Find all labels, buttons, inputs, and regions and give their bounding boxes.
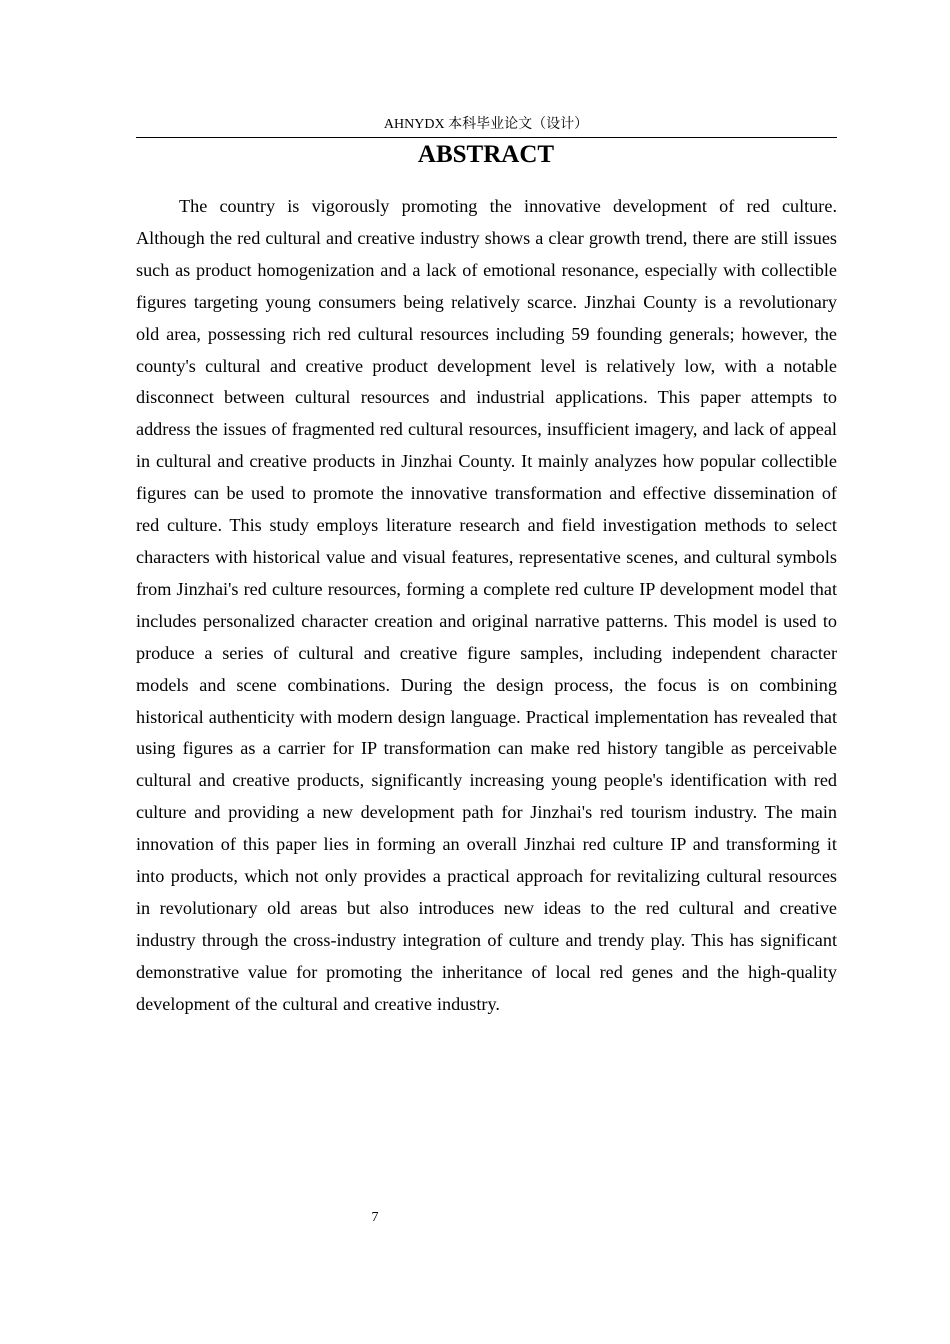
abstract-title: ABSTRACT — [417, 141, 555, 168]
header-divider — [136, 137, 837, 138]
abstract-body: The country is vigorously promoting the innovative development of red culture. Although the red cultural and creative industry shows a clear growth trend, there are still issues such as product homogenization and a lack of emotional resonance, especially with collectible figures targeting young consumers being relatively scarce. Jinzhai County is a revolutionary old area, possessing rich red cultural resources including 59 founding generals; however, the county's cultural and creative product development level is relatively low, with a notable disconnect between cultural resources and industrial applications. This paper attempts to address the issues of fragmented red cultural resources, insufficient imagery, and lack of appeal in cultural and creative products in Jinzhai County. It mainly analyzes how popular collectible figures can be used to promote the innovative transformation and effective dissemination of red culture. This study employs literature research and field investigation methods to select characters with historical value and visual features, representative scenes, and cultural symbols from Jinzhai's red culture resources, forming a complete red culture IP development model that includes personalized character creation and original narrative patterns. This model is used to produce a series of cultural and creative figure samples, including independent character models and scene combinations. During the design process, the focus is on combining historical authenticity with modern design language. Practical implementation has revealed that using figures as a carrier for IP transformation can make red history tangible as perceivable cultural and creative products, significantly increasing young people's identification with red culture and providing a new development path for Jinzhai's red tourism industry. The main innovation of this paper lies in forming an overall Jinzhai red culture IP and transforming it into products, which not only provides a practical approach for revitalizing cultural resources in revolutionary old areas but also introduces new ideas to the red cultural and creative industry through the cross-industry integration of culture and trendy play. This has significant demonstrative value for promoting the inheritance of local red genes and the high-quality development of the cultural and creative industry. — [136, 196, 837, 1014]
running-header: AHNYDX 本科毕业论文（设计） — [383, 117, 589, 132]
page-number: 7 — [371, 1210, 379, 1225]
